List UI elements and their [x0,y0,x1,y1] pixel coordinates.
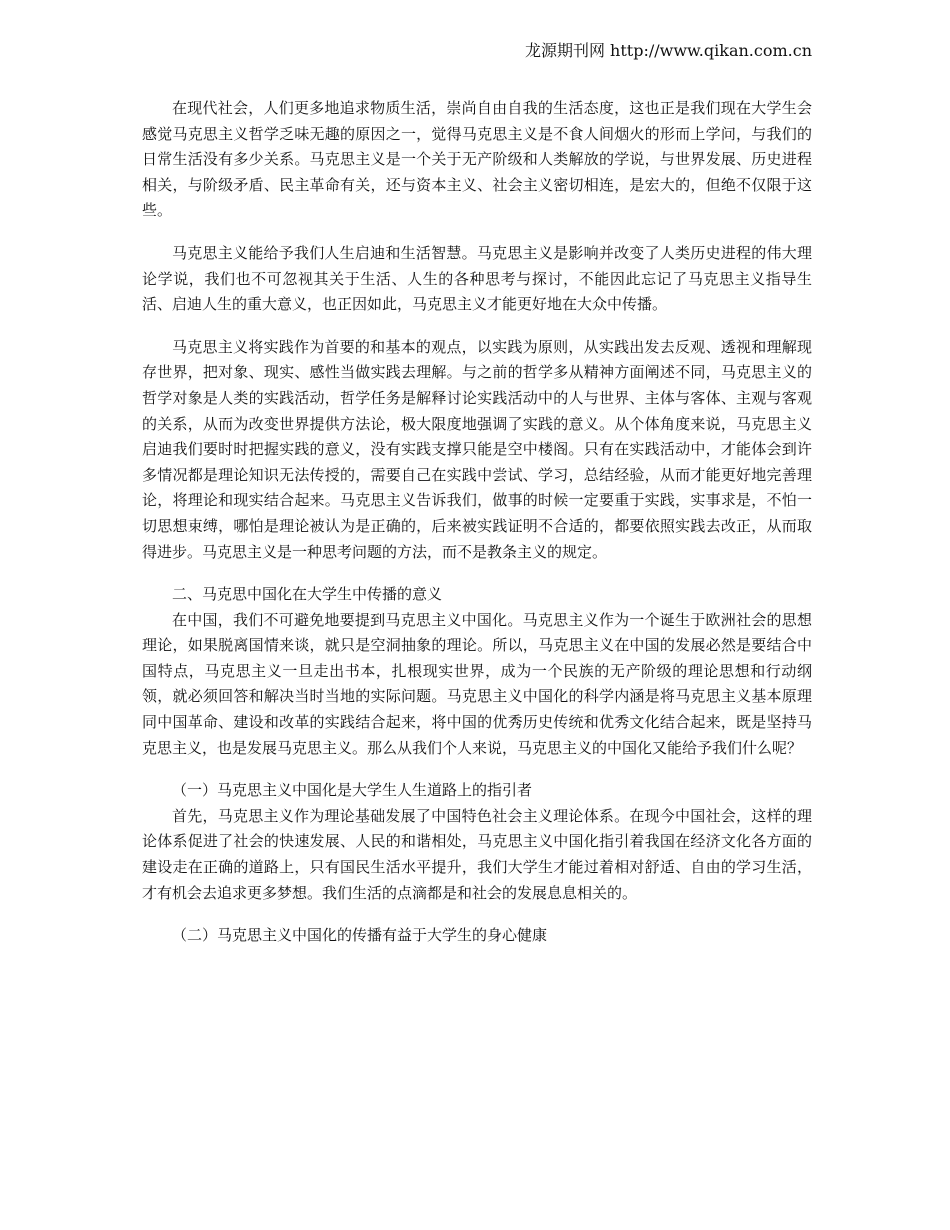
paragraph-4: 在中国，我们不可避免地要提到马克思主义中国化。马克思主义作为一个诞生于欧洲社会的思想理论，如果脱离国情来谈，就只是空洞抽象的理论。所以，马克思主义在中国的发展必然是要结合中国特点，马克思主义一旦走出书本，扎根现实世界，成为一个民族的无产阶级的理论思想和行动纲领，就必须回答和解决当时当地的实际问题。马克思主义中国化的科学内涵是将马克思主义基本原理同中国革命、建设和改革的实践结合起来，将中国的优秀历史传统和优秀文化结合起来，既是坚持马克思主义，也是发展马克思主义。那么从我们个人来说，马克思主义的中国化又能给予我们什么呢？ [142,610,812,757]
section-heading-2: 二、马克思中国化在大学生中传播的意义 [172,585,443,604]
subsection-heading-1: （一）马克思主义中国化是大学生人生道路上的指引者 [172,781,533,800]
paragraph-5: 首先，马克思主义作为理论基础发展了中国特色社会主义理论体系。在现今中国社会，这样的理论体系促进了社会的快速发展、人民的和谐相处，马克思主义中国化指引着我国在经济文化各方面的建设走在正确的道路上，只有国民生活水平提升，我们大学生才能过着相对舒适、自由的学习生活，才有机会去追求更多梦想。我们生活的点滴都是和社会的发展息息相关的。 [142,806,812,902]
paragraph-1: 在现代社会，人们更多地追求物质生活，崇尚自由自我的生活态度，这也正是我们现在大学生会感觉马克思主义哲学乏味无趣的原因之一，觉得马克思主义是不食人间烟火的形而上学问，与我们的日常生活没有多少关系。马克思主义是一个关于无产阶级和人类解放的学说，与世界发展、历史进程相关，与阶级矛盾、民主革命有关，还与资本主义、社会主义密切相连，是宏大的，但绝不仅限于这些。 [142,99,812,220]
article-body [142,96,812,949]
journal-header: 龙源期刊网 http://www.qikan.com.cn [524,41,812,60]
paragraph-3: 马克思主义将实践作为首要的和基本的观点，以实践为原则，从实践出发去反观、透视和理解现存世界，把对象、现实、感性当做实践去理解。与之前的哲学多从精神方面阐述不同，马克思主义的哲学对象是人类的实践活动，哲学任务是解释讨论实践活动中的人与世界、主体与客体、主观与客观的关系，从而为改变世界提供方法论，极大限度地强调了实践的意义。从个体角度来说，马克思主义启迪我们要时时把握实践的意义，没有实践支撑只能是空中楼阁。只有在实践活动中，才能体会到许多情况都是理论知识无法传授的，需要自己在实践中尝试、学习，总结经验，从而才能更好地完善理论，将理论和现实结合起来。马克思主义告诉我们，做事的时候一定要重于实践，实事求是，不怕一切思想束缚，哪怕是理论被认为是正确的，后来被实践证明不合适的，都要依照实践去改正，从而取得进步。马克思主义是一种思考问题的方法，而不是教条主义的规定。 [142,337,812,561]
paragraph-2: 马克思主义能给予我们人生启迪和生活智慧。马克思主义是影响并改变了人类历史进程的伟大理论学说，我们也不可忽视其关于生活、人生的各种思考与探讨，不能因此忘记了马克思主义指导生活、启迪人生的重大意义，也正因如此，马克思主义才能更好地在大众中传播。 [142,243,812,314]
document-page [142,0,812,1230]
subsection-heading-2: （二）马克思主义中国化的传播有益于大学生的身心健康 [172,926,548,945]
